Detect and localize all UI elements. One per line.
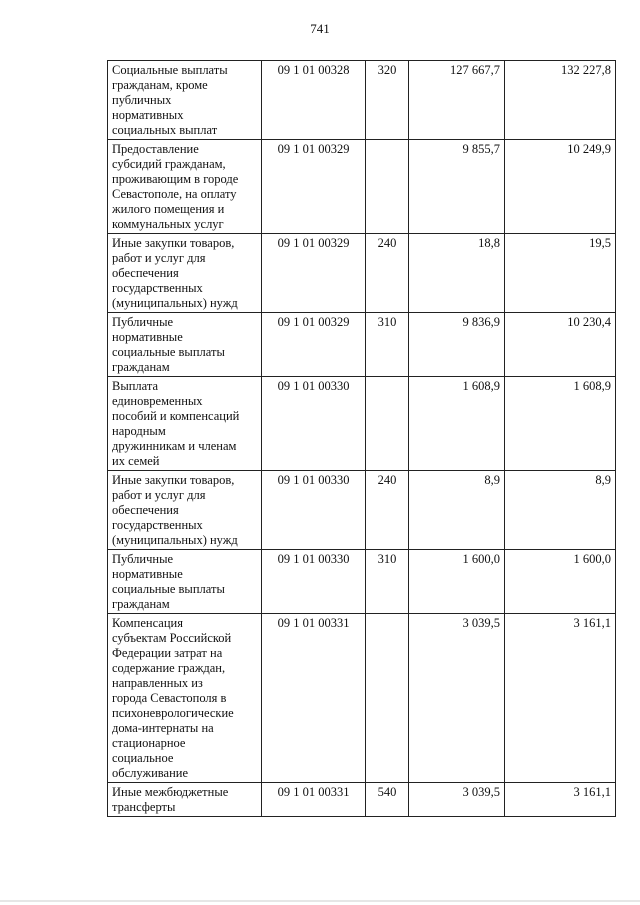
amount-year1-cell: 18,8: [409, 234, 505, 313]
target-article-cell: 09 1 01 00329: [262, 313, 366, 377]
target-article-cell: 09 1 01 00329: [262, 234, 366, 313]
target-article-cell: 09 1 01 00328: [262, 61, 366, 140]
table-row: [108, 313, 616, 377]
expense-type-cell: 320: [366, 61, 409, 140]
table-row: [108, 234, 616, 313]
expense-type-cell: [366, 140, 409, 234]
amount-year1-cell: 8,9: [409, 471, 505, 550]
row-name-cell: Иные межбюджетные трансферты: [108, 783, 262, 817]
row-name-cell: Публичные нормативные социальные выплаты гражданам: [108, 550, 262, 614]
amount-year1-cell: 1 600,0: [409, 550, 505, 614]
amount-year2-cell: 8,9: [505, 471, 616, 550]
table-row: [108, 614, 616, 783]
table-row: [108, 377, 616, 471]
target-article-cell: 09 1 01 00331: [262, 783, 366, 817]
amount-year2-cell: 19,5: [505, 234, 616, 313]
table-row: [108, 61, 616, 140]
table-row: [108, 783, 616, 817]
expense-type-cell: 240: [366, 471, 409, 550]
scan-edge-shadow: [0, 900, 640, 902]
amount-year1-cell: 9 836,9: [409, 313, 505, 377]
amount-year2-cell: 10 249,9: [505, 140, 616, 234]
amount-year2-cell: 132 227,8: [505, 61, 616, 140]
amount-year1-cell: 3 039,5: [409, 783, 505, 817]
page-number: 741: [310, 21, 330, 36]
table-row: [108, 140, 616, 234]
row-name-cell: Иные закупки товаров, работ и услуг для обеспечения государственных (муниципальных) нужд: [108, 471, 262, 550]
target-article-cell: 09 1 01 00330: [262, 550, 366, 614]
expense-type-cell: 240: [366, 234, 409, 313]
table-row: [108, 550, 616, 614]
row-name-cell: Публичные нормативные социальные выплаты гражданам: [108, 313, 262, 377]
target-article-cell: 09 1 01 00331: [262, 614, 366, 783]
row-name-cell: Социальные выплаты гражданам, кроме публичных нормативных социальных выплат: [108, 61, 262, 140]
amount-year1-cell: 127 667,7: [409, 61, 505, 140]
expense-type-cell: 540: [366, 783, 409, 817]
target-article-cell: 09 1 01 00330: [262, 471, 366, 550]
amount-year2-cell: 1 608,9: [505, 377, 616, 471]
budget-table: [107, 60, 616, 817]
amount-year2-cell: 3 161,1: [505, 783, 616, 817]
expense-type-cell: 310: [366, 550, 409, 614]
amount-year1-cell: 3 039,5: [409, 614, 505, 783]
row-name-cell: Предоставление субсидий гражданам, проживающим в городе Севастополе, на оплату жилого помещения и коммунальных услуг: [108, 140, 262, 234]
expense-type-cell: 310: [366, 313, 409, 377]
expense-type-cell: [366, 377, 409, 471]
row-name-cell: Иные закупки товаров, работ и услуг для обеспечения государственных (муниципальных) нужд: [108, 234, 262, 313]
row-name-cell: Компенсация субъектам Российской Федерации затрат на содержание граждан, направленных из города Севастополя в психоневрологические дома-интернаты на стационарное социальное обслуживание: [108, 614, 262, 783]
amount-year2-cell: 3 161,1: [505, 614, 616, 783]
amount-year1-cell: 9 855,7: [409, 140, 505, 234]
amount-year2-cell: 1 600,0: [505, 550, 616, 614]
expense-type-cell: [366, 614, 409, 783]
amount-year2-cell: 10 230,4: [505, 313, 616, 377]
row-name-cell: Выплата единовременных пособий и компенсаций народным дружинникам и членам их семей: [108, 377, 262, 471]
target-article-cell: 09 1 01 00329: [262, 140, 366, 234]
target-article-cell: 09 1 01 00330: [262, 377, 366, 471]
table-row: [108, 471, 616, 550]
amount-year1-cell: 1 608,9: [409, 377, 505, 471]
